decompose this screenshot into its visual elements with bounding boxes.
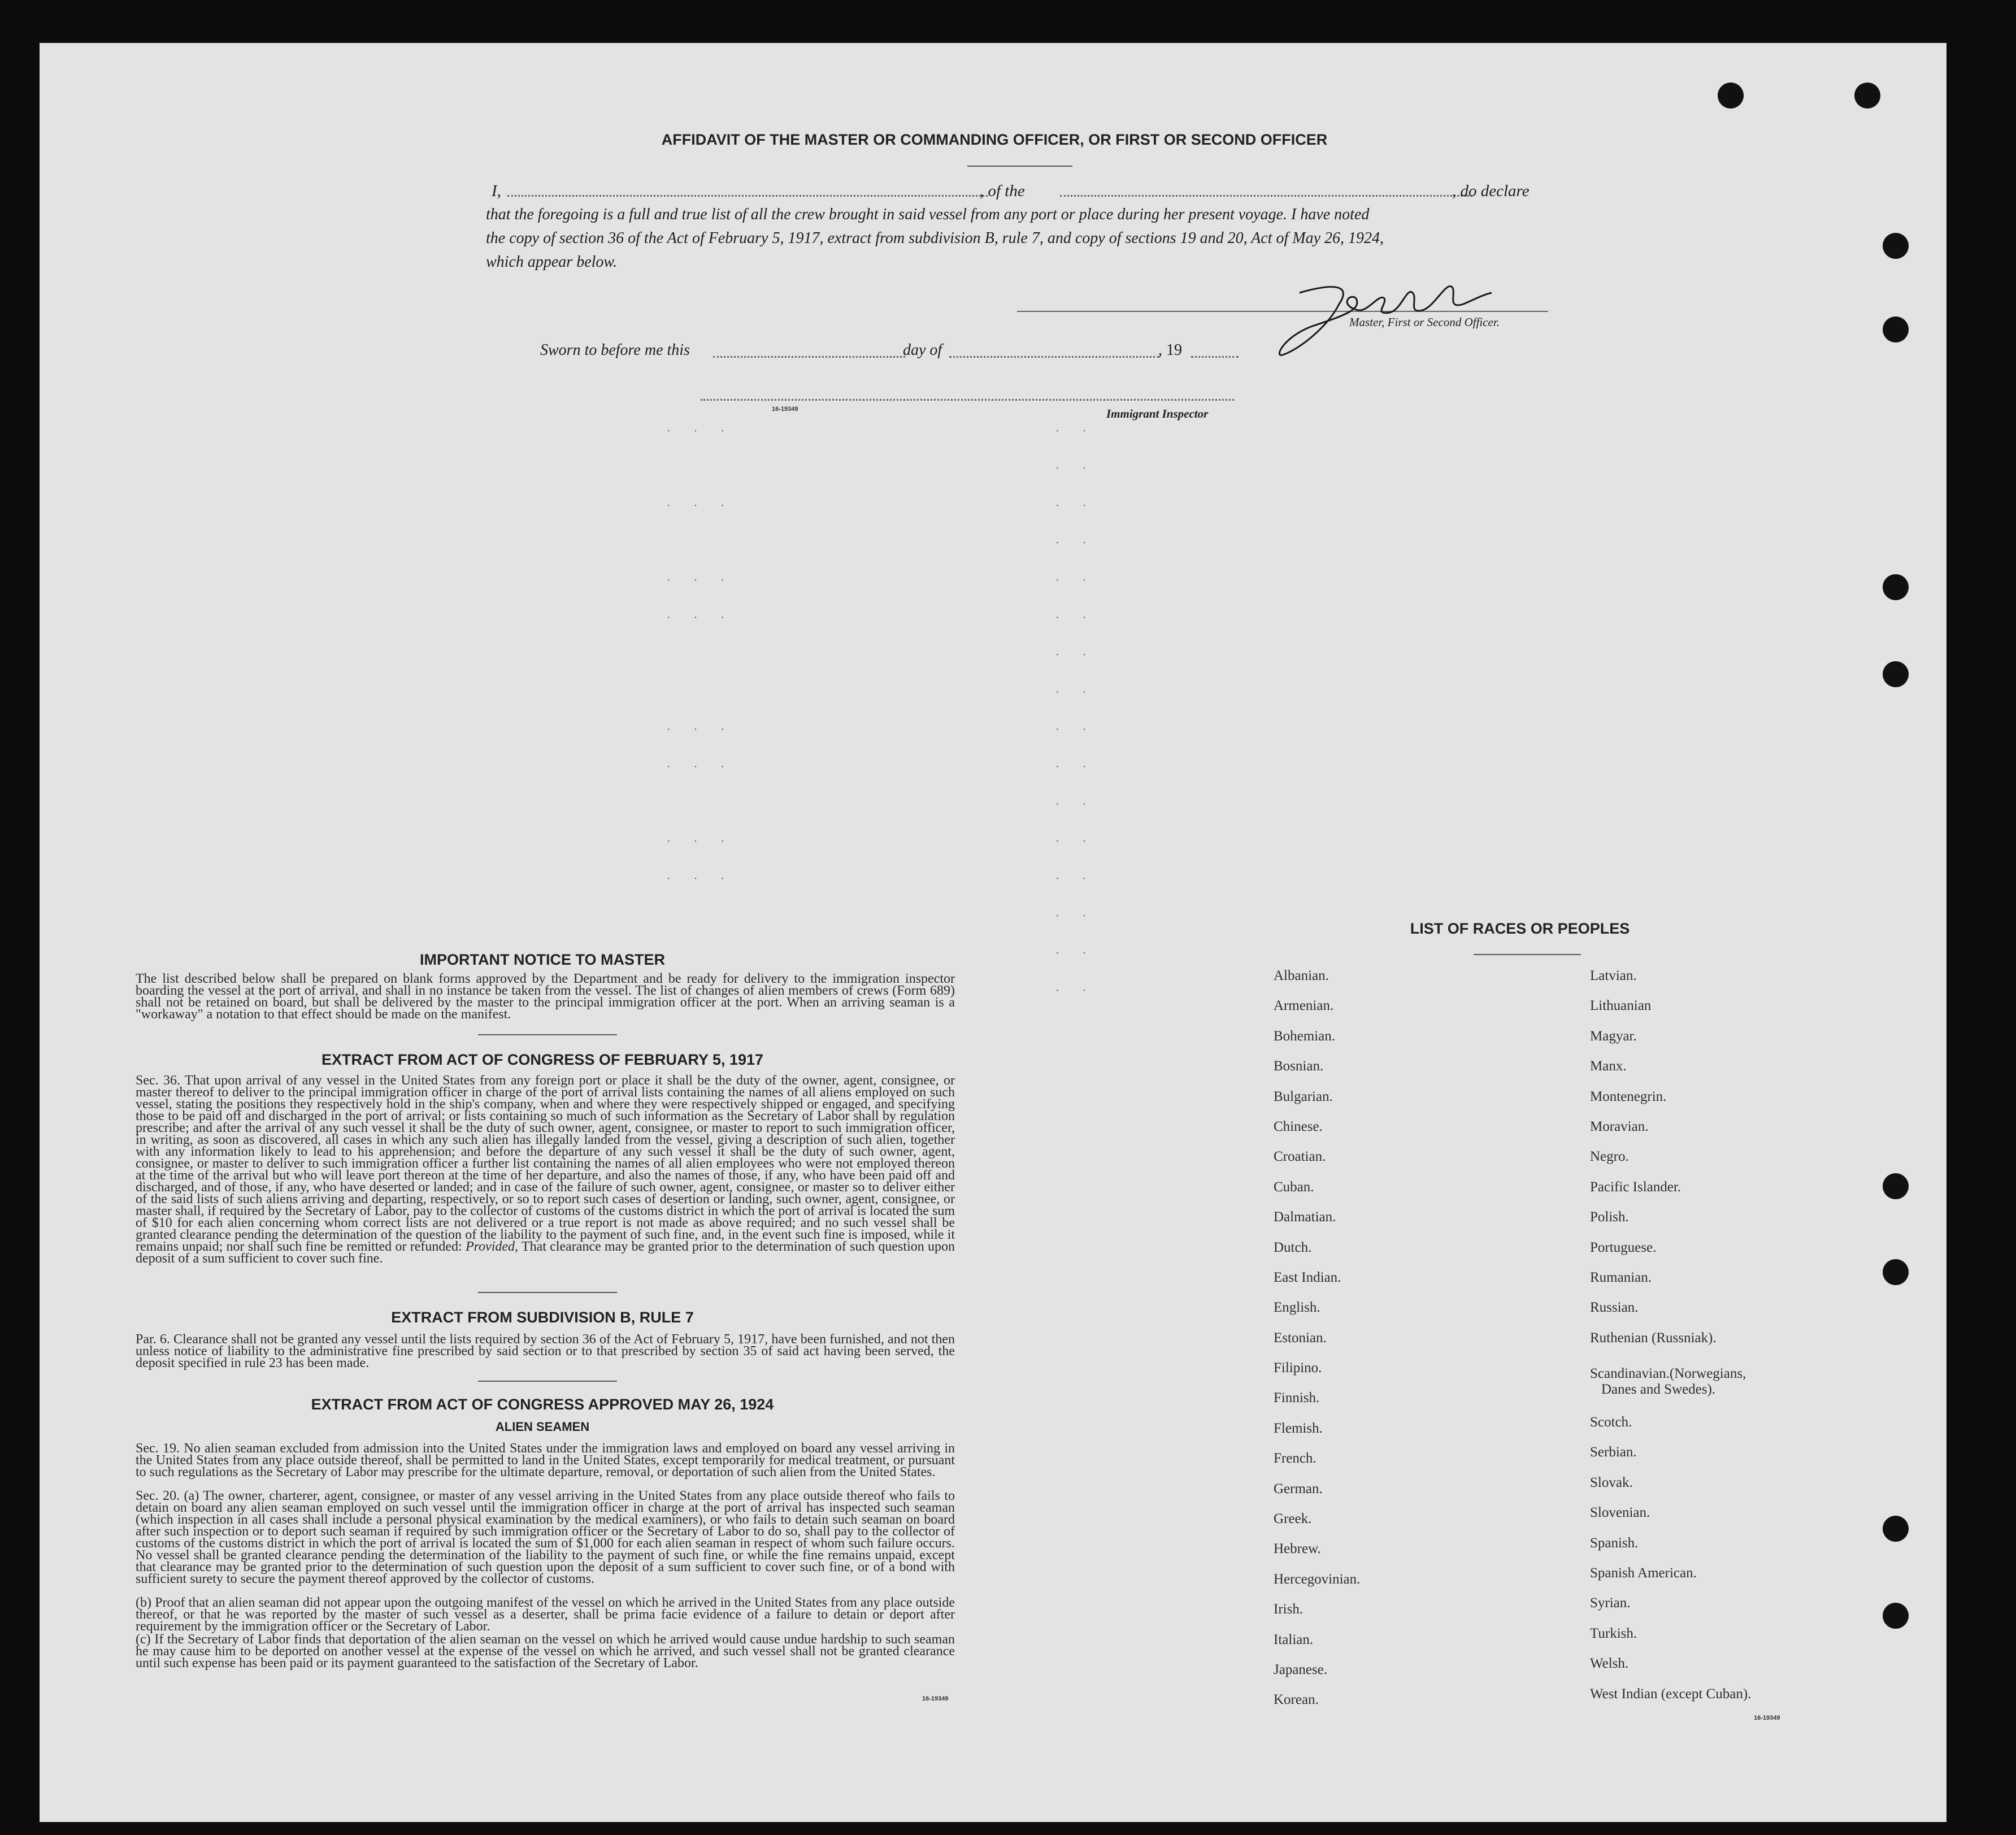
race-item: Pacific Islander. — [1590, 1179, 1682, 1195]
binder-hole — [1883, 661, 1909, 687]
race-item: Scotch. — [1590, 1415, 1632, 1430]
race-item: Cuban. — [1274, 1179, 1314, 1195]
race-item: Finnish. — [1274, 1390, 1320, 1406]
sworn-day-field[interactable] — [713, 356, 905, 358]
extract-rule7-title: EXTRACT FROM SUBDIVISION B, RULE 7 — [391, 1309, 694, 1326]
extract-1924-sec20c: (c) If the Secretary of Labor finds that deportation of the alien seaman on the vessel on which he arrived would cause undue hardship to such seaman he may cause him to be deported on another vessel at the expense of the vessel on which he arrived, and such vessel shall not be granted clearance until such expense has been paid or its payment guaranteed to the satisfaction of the Secretary of Labor. — [136, 1632, 955, 1671]
race-item: Irish. — [1274, 1602, 1304, 1617]
affidavit-of-the: , of the — [980, 182, 1025, 200]
binder-hole — [1883, 1173, 1909, 1199]
race-item: Turkish. — [1590, 1625, 1637, 1641]
race-item: West Indian (except Cuban). — [1590, 1686, 1752, 1702]
binder-hole — [1718, 83, 1744, 109]
extract-1917-body: Sec. 36. That upon arrival of any vessel in the United States from any foreign port or place it shall be the duty of the owner, agent, consignee, or master thereof to deliver to the principal immigration officer in charge of the port of arrival lists containing the names of all aliens employed on such vessel, stating the positions they respectively hold in the ship's company, when and where they were respectively shipped or engaged, and specifying those to be paid off and discharged in the port of arrival; or lists containing so much of such information as the Secretary of Labor shall by regulation prescribe; and after the arrival of any such vessel it shall be the duty of such owner, agent, consignee, or master to report to such immigration officer, in writing, as soon as discovered, all cases in which any such alien has illegally landed from the vessel, giving a description of such alien, together with any information likely to lead to his apprehension; and before the departure of any such vessel it shall be the duty of such owner, agent, consignee, or master to deliver to such immigration officer a further list containing the names of all alien employees who were not employed thereon at the time of the arrival but who will leave port thereon at the time of her departure, and also the names of those, if any, who have been paid off and discharged, and of those, if any, who have deserted or landed; and in case of the failure of such owner, agent, consignee, or master so to deliver either of the said lists of such aliens arriving and departing, respectively, or so to report such cases of desertion or landing, such owner, agent, consignee, or master shall, if required by the Secretary of Labor, pay to the collector of customs of the customs district in which the port of arrival is located the sum of $10 for each alien concerning whom correct lists are not delivered or a true report is not made as above required; and no such vessel shall be granted clearance pending the determination of the question of the liability to the payment of such fine, and, in the event such fine is imposed, while it remains unpaid; nor shall such fine be remitted or refunded: — [136, 1073, 955, 1254]
declarant-name-field[interactable] — [507, 195, 988, 197]
races-title: LIST OF RACES OR PEOPLES — [1410, 920, 1630, 937]
sworn-year: , 19 — [1158, 341, 1182, 359]
race-item: Korean. — [1274, 1692, 1319, 1708]
sworn-prefix: Sworn to before me this — [540, 341, 690, 359]
race-item: Lithuanian — [1590, 998, 1652, 1014]
inspector-signature-field[interactable] — [701, 399, 1234, 401]
scan-artifacts: · · · · · · · · · · · · · · · · · · · · · · · · · · · · · · · · — [1055, 425, 1097, 997]
race-item: Hercegovinian. — [1274, 1571, 1361, 1587]
form-number: 16-19349 — [1754, 1715, 1780, 1721]
extract-1924-sec20a: Sec. 20. (a) The owner, charterer, agent, consignee, or master of any vessel arriving in the United States from any place outside thereof who fails to detain on board any alien seaman employed on such vessel until the immigration officer in charge at the port of arrival has inspected such seaman (which inspection in all cases shall include a personal physical examination by the medical examiners), or who fails to detain such seaman on board after such inspection or to deport such seaman if required by such immigration officer or the Secretary of Labor to do so, shall pay to the collector of customs of the customs district in which the port of arrival is located the sum of $1,000 for each alien seaman in respect of whom such failure occurs. No vessel shall be granted clearance pending the determination of the liability to the payment of such fine, or while the fine remains unpaid, except that clearance may be granted prior to the determination of such question upon the deposit of a sum sufficient to cover such fine, or of a bond with sufficient surety to secure the payment thereof approved by the collector of customs. — [136, 1489, 955, 1586]
provided-word: Provided, — [465, 1239, 519, 1254]
race-item: Bosnian. — [1274, 1059, 1324, 1074]
affidavit-body-line: the copy of section 36 of the Act of February 5, 1917, extract from subdivision B, rule 7, and copy of sections 19 and 20, Act of May 26, 1924, — [486, 229, 1384, 247]
race-item: Greek. — [1274, 1511, 1312, 1527]
inspector-caption: Immigrant Inspector — [1106, 407, 1209, 420]
affidavit-i: I, — [492, 182, 501, 200]
affidavit-body-line: which appear below. — [486, 253, 618, 271]
affidavit-title: AFFIDAVIT OF THE MASTER OR COMMANDING OFFICER, OR FIRST OR SECOND OFFICER — [661, 131, 1328, 148]
race-item: Dalmatian. — [1274, 1209, 1336, 1225]
race-item: East Indian. — [1274, 1269, 1341, 1285]
race-item: English. — [1274, 1300, 1320, 1316]
race-item: Slovak. — [1590, 1474, 1633, 1490]
race-item: German. — [1274, 1481, 1323, 1496]
race-item-scandinavian-cont: Danes and Swedes). — [1601, 1382, 1716, 1398]
race-item: Russian. — [1590, 1300, 1639, 1316]
race-item: Slovenian. — [1590, 1505, 1650, 1521]
extract-1917-text — [136, 1075, 955, 1265]
binder-hole — [1854, 83, 1880, 109]
race-item: Moravian. — [1590, 1118, 1649, 1134]
vessel-name-field[interactable] — [1060, 195, 1472, 197]
race-item: Portuguese. — [1590, 1239, 1657, 1255]
affidavit-body-line: that the foregoing is a full and true list of all the crew brought in said vessel from any port or place during her present voyage. I have noted — [486, 206, 1370, 223]
extract-1924-title: EXTRACT FROM ACT OF CONGRESS APPROVED MAY 26, 1924 — [311, 1396, 774, 1413]
race-item: Filipino. — [1274, 1360, 1322, 1376]
section-rule — [478, 1381, 617, 1382]
race-item: Armenian. — [1274, 998, 1334, 1014]
binder-hole — [1883, 316, 1909, 342]
signature-caption: Master, First or Second Officer. — [1349, 315, 1500, 329]
extract-rule7-text: Par. 6. Clearance shall not be granted any vessel until the lists required by section 36 of the Act of February 5, 1917, have been furnished, and not then unless notice of liability to the administrative fine prescribed by said section or to that prescribed by section 35 of said act having been served, the deposit specified in rule 23 has been made. — [136, 1332, 955, 1370]
race-item: Italian. — [1274, 1632, 1314, 1647]
race-item: Spanish. — [1590, 1535, 1639, 1551]
race-item-scandinavian: Scandinavian.(Norwegians, — [1590, 1366, 1746, 1382]
extract-1924-sec20b: (b) Proof that an alien seaman did not appear upon the outgoing manifest of the vessel on which he arrived in the United States from any place outside thereof, or that he was reported by the master of such vessel as a deserter, shall be prima facie evidence of a failure to detain or deport after requirement by the immigration officer or the Secretary of Labor. — [136, 1595, 955, 1634]
race-item: Syrian. — [1590, 1595, 1631, 1611]
form-number: 16-19349 — [922, 1695, 949, 1702]
race-item: Flemish. — [1274, 1420, 1323, 1436]
race-item: Latvian. — [1590, 968, 1637, 983]
sworn-month-field[interactable] — [949, 356, 1159, 358]
binder-hole — [1883, 1259, 1909, 1285]
binder-hole — [1883, 233, 1909, 259]
race-item: Serbian. — [1590, 1444, 1637, 1460]
race-item: Welsh. — [1590, 1656, 1629, 1672]
binder-hole — [1883, 1603, 1909, 1629]
race-item: Negro. — [1590, 1149, 1629, 1165]
race-item: Chinese. — [1274, 1118, 1323, 1134]
sworn-day-of: day of — [903, 341, 942, 359]
extract-1924-subtitle: ALIEN SEAMEN — [495, 1420, 590, 1434]
affidavit-do-declare: , do declare — [1452, 182, 1530, 200]
scan-artifacts: · · · · · · · · · · · · · · · · · · · · · · · · — [667, 425, 735, 885]
races-left-column — [1274, 968, 1360, 1723]
section-rule — [478, 1034, 617, 1035]
race-item: Bulgarian. — [1274, 1088, 1333, 1104]
race-item: Montenegrin. — [1590, 1088, 1667, 1104]
notice-text: The list described below shall be prepared on blank forms approved by the Department and be ready for delivery to the immigration inspector boarding the vessel at the port of arrival, and shall in no instance be taken from the vessel. The list of changes of alien members of crews (Form 689) shall not be retained on board, but shall be delivered by the master to the principal immigration officer at the port. When an arriving seaman is a "workaway" a notation to that effect should be made on the manifest. — [136, 971, 955, 1022]
race-item: Hebrew. — [1274, 1541, 1321, 1557]
race-item: Estonian. — [1274, 1330, 1327, 1346]
races-right-column — [1590, 968, 1751, 1716]
race-item: Manx. — [1590, 1059, 1627, 1074]
extract-1917-end: That clearance may be granted prior to the determination of such question upon deposit of a sum sufficient to cover such fine. — [136, 1239, 955, 1266]
race-item: Croatian. — [1274, 1149, 1326, 1165]
title-rule — [967, 166, 1072, 167]
race-item: Spanish American. — [1590, 1565, 1697, 1581]
race-item: Rumanian. — [1590, 1269, 1652, 1285]
extract-1924-sec19: Sec. 19. No alien seaman excluded from admission into the United States under the immigration laws and employed on board any vessel arriving in the United States from any place outside thereof, shall be permitted to land in the United States, except temporarily for medical treatment, or pursuant to such regulations as the Secretary of Labor may prescribe for the ultimate departure, removal, or deportation of such alien from the United States. — [136, 1441, 955, 1480]
races-title-rule — [1474, 954, 1581, 955]
race-item: Japanese. — [1274, 1662, 1328, 1677]
race-item: Dutch. — [1274, 1239, 1312, 1255]
section-rule — [478, 1292, 617, 1293]
extract-1917-title: EXTRACT FROM ACT OF CONGRESS OF FEBRUARY 5, 1917 — [321, 1051, 764, 1068]
binder-hole — [1883, 1516, 1909, 1542]
race-item: French. — [1274, 1451, 1317, 1467]
sworn-year-field[interactable] — [1191, 356, 1239, 358]
race-item: Magyar. — [1590, 1028, 1637, 1044]
form-number: 16-19349 — [772, 406, 798, 413]
binder-hole — [1883, 574, 1909, 600]
race-item — [1590, 1360, 1751, 1415]
race-item: Bohemian. — [1274, 1028, 1336, 1044]
notice-title: IMPORTANT NOTICE TO MASTER — [420, 951, 665, 968]
race-item: Ruthenian (Russniak). — [1590, 1330, 1717, 1346]
race-item: Polish. — [1590, 1209, 1629, 1225]
race-item: Albanian. — [1274, 968, 1329, 983]
